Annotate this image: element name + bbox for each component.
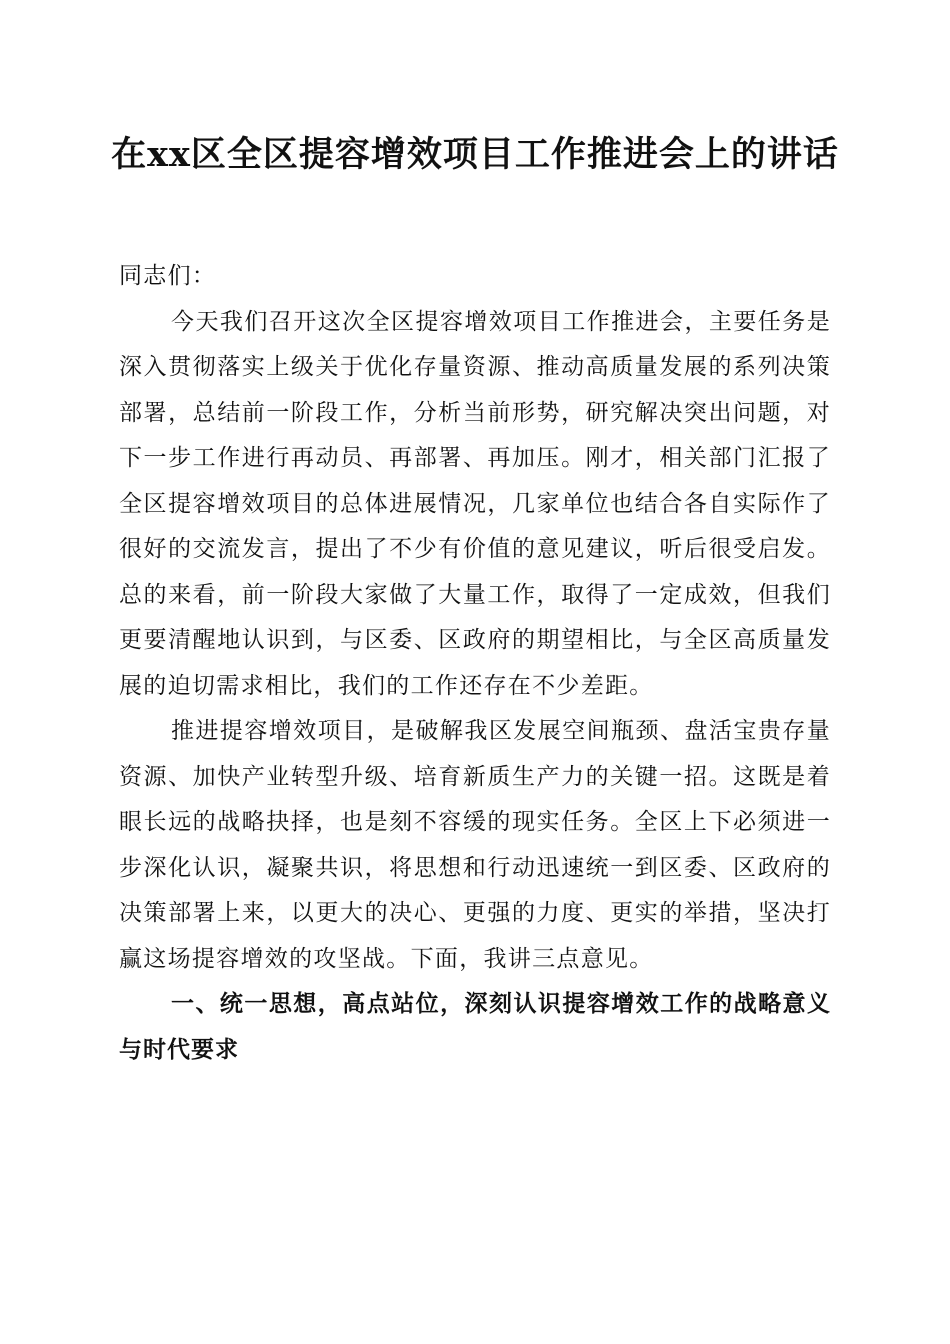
section-heading-1: 一、统一思想，高点站位，深刻认识提容增效工作的战略意义与时代要求 (119, 991, 831, 1063)
document-body (119, 254, 831, 1073)
salutation: 同志们： (119, 263, 217, 289)
paragraph-opening: 今天我们召开这次全区提容增效项目工作推进会，主要任务是深入贯彻落实上级关于优化存量资源、推动高质量发展的系列决策部署，总结前一阶段工作，分析当前形势，研究解决突出问题，对下一步工作进行再动员、再部署、再加压。刚才，相关部门汇报了全区提容增效项目的总体进展情况，几家单位也结合各自实际作了很好的交流发言，提出了不少有价值的意见建议，听后很受启发。总的来看，前一阶段大家做了大量工作，取得了一定成效，但我们更要清醒地认识到，与区委、区政府的期望相比，与全区高质量发展的迫切需求相比，我们的工作还存在不少差距。 (119, 308, 831, 699)
document-title: 在xx区全区提容增效项目工作推进会上的讲话 (111, 134, 839, 175)
paragraph-significance: 推进提容增效项目，是破解我区发展空间瓶颈、盘活宝贵存量资源、加快产业转型升级、培育新质生产力的关键一招。这既是着眼长远的战略抉择，也是刻不容缓的现实任务。全区上下必须进一步深化认识，凝聚共识，将思想和行动迅速统一到区委、区政府的决策部署上来，以更大的决心、更强的力度、更实的举措，坚决打赢这场提容增效的攻坚战。下面，我讲三点意见。 (119, 718, 831, 972)
